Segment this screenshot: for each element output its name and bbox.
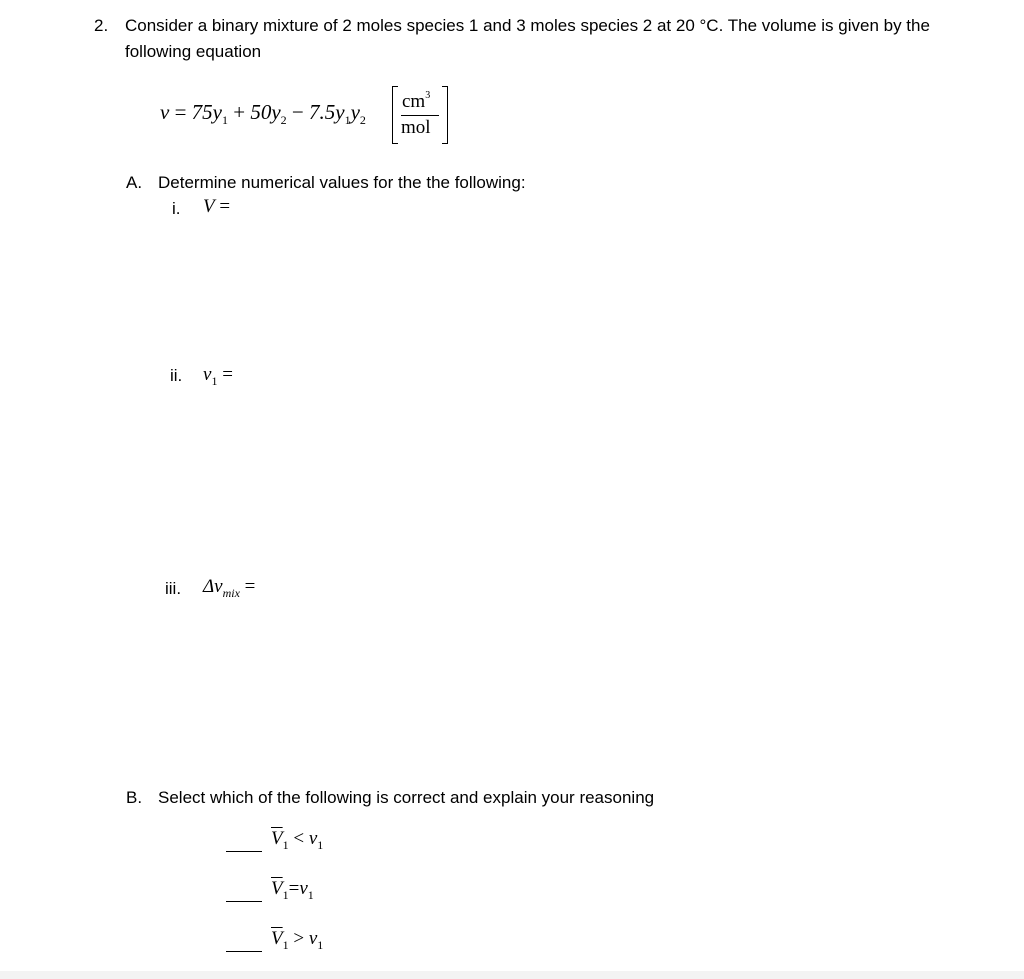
eq-y1b: y [335, 100, 345, 124]
part-a-prompt: Determine numerical values for the the following: [158, 173, 526, 192]
part-a-item-i-roman: i. [172, 199, 181, 218]
eq-y1: y [212, 100, 222, 124]
eq-coef-3: 7.5 [309, 100, 336, 124]
option-3-expr: $\overline{V}_1 > v_1$ [271, 928, 324, 952]
option-2-blank[interactable] [226, 901, 262, 902]
eq-y1b-sub: 1 [344, 113, 351, 127]
part-a-letter: A. [126, 173, 143, 192]
part-a-item-ii-expr: $v_1$ = [203, 364, 233, 388]
question-text-line1: Consider a binary mixture of 2 moles species 1 and 3 moles species 2 at 20 °C. The volume is given by the [125, 16, 930, 35]
eq-y2b: y [350, 100, 360, 124]
unit-exponent: 3 [425, 90, 431, 101]
eq-y1-sub: 1 [222, 113, 228, 127]
eq-equals: = [174, 100, 187, 124]
part-a-item-iii-roman: iii. [165, 579, 182, 598]
unit-numerator: $cm^3$ [402, 90, 431, 112]
question-number: 2. [94, 16, 109, 35]
eq-minus: − [291, 100, 304, 124]
part-b-prompt: Select which of the following is correct and explain your reasoning [158, 788, 655, 807]
eq-lhs: v [160, 100, 170, 124]
part-a-item-iii-expr: $\Delta v_{mix}$ = [203, 576, 256, 600]
units-bracket [392, 86, 448, 144]
option-3-blank[interactable] [226, 951, 262, 952]
option-1-expr: $\overline{V}_1 < v_1$ [271, 828, 324, 852]
eq-y2: y [271, 100, 281, 124]
eq-coef-2: 50 [250, 100, 272, 124]
option-2-expr: $\overline{V}_1=v_1$ [271, 878, 314, 902]
option-1-blank[interactable] [226, 851, 262, 852]
unit-denominator: mol [401, 117, 431, 138]
eq-plus: + [233, 100, 246, 124]
volume-equation [160, 100, 366, 128]
part-b-letter: B. [126, 788, 143, 807]
eq-coef-1: 75 [191, 100, 213, 124]
part-a-item-ii-roman: ii. [170, 366, 183, 385]
eq-y2-sub: 2 [280, 113, 287, 127]
page-bottom-edge [0, 971, 1024, 979]
eq-y2b-sub: 2 [359, 113, 366, 127]
question-text-line2: following equation [125, 42, 262, 61]
part-a-item-i-expr: V = [203, 196, 231, 217]
unit-fraction-line [401, 115, 439, 116]
